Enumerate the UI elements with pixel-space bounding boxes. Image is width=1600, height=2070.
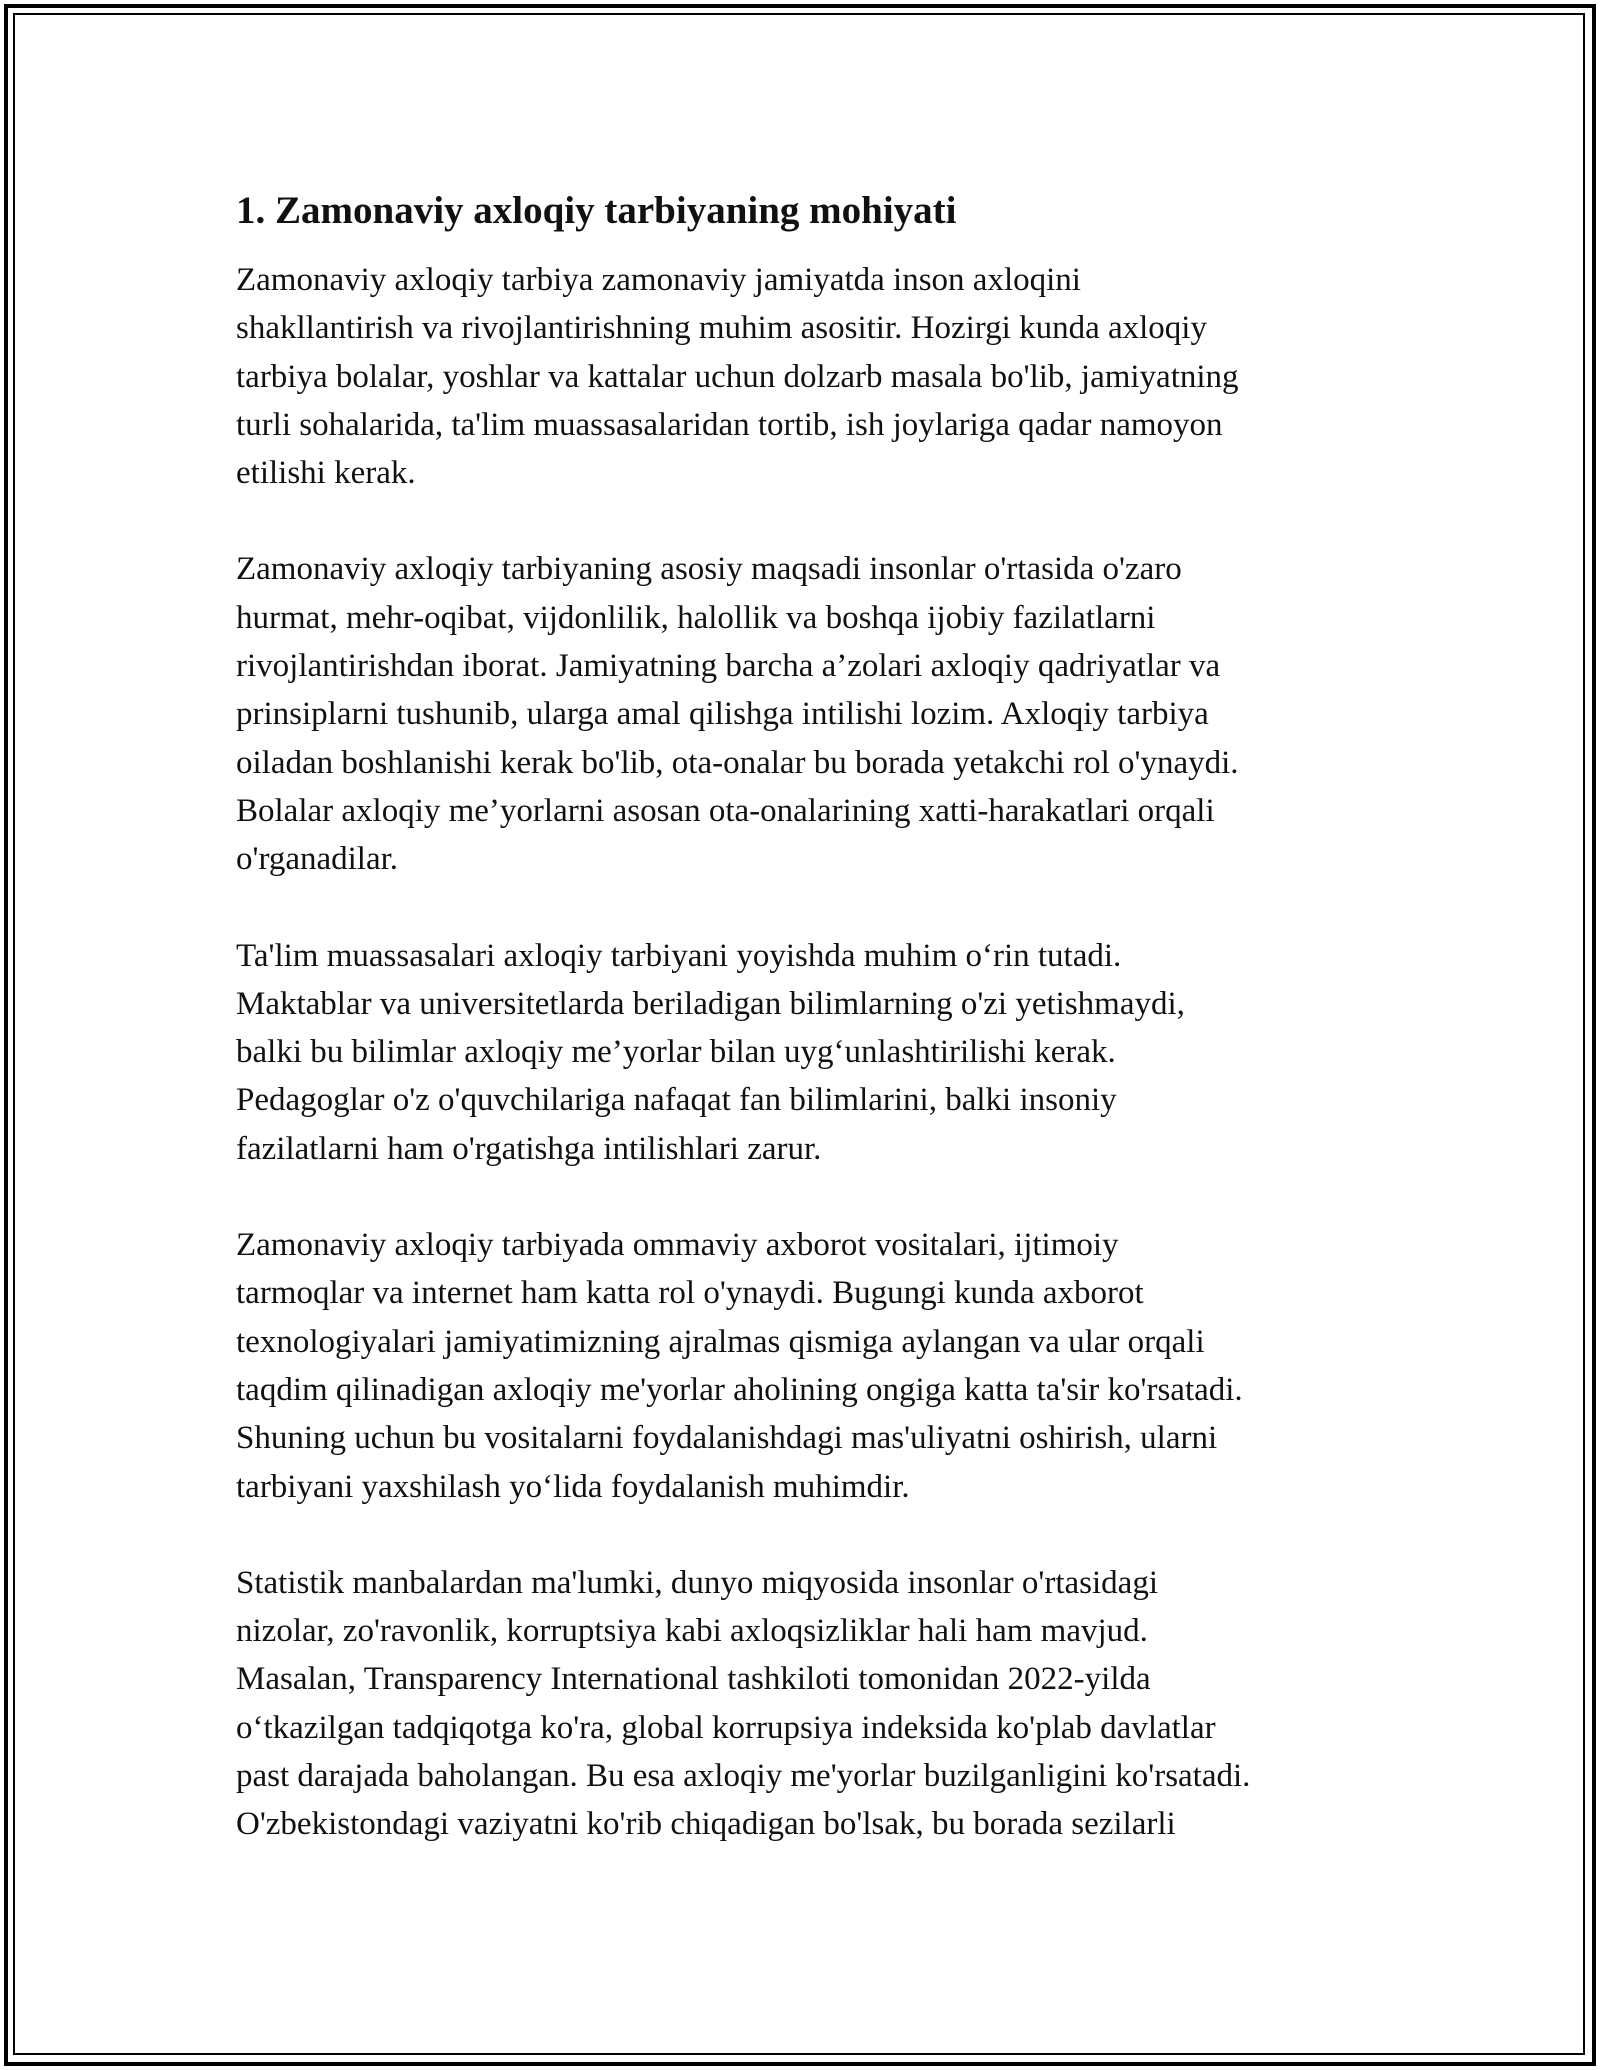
text-line: Bolalar axloqiy me’yorlarni asosan ota-onalarining xatti-harakatlari orqali [236,792,1215,829]
text-line: texnologiyalari jamiyatimizning ajralmas qismiga aylangan va ular orqali [236,1323,1205,1360]
text-line: hurmat, mehr-oqibat, vijdonlilik, halollik va boshqa ijobiy fazilatlarni [236,599,1156,636]
text-line: tarbiyani yaxshilash yo‘lida foydalanish muhimdir. [236,1468,910,1505]
text-line: Pedagoglar o'z o'quvchilariga nafaqat fan bilimlarini, balki insoniy [236,1082,1117,1119]
text-line: rivojlantirishdan iborat. Jamiyatning barcha a’zolari axloqiy qadriyatlar va [236,648,1221,685]
text-line: Zamonaviy axloqiy tarbiya zamonaviy jamiyatda inson axloqini [236,262,1081,298]
text-line: nizolar, zo'ravonlik, korruptsiya kabi axloqsizliklar hali ham mavjud. [236,1613,1148,1650]
text-line: tarmoqlar va internet ham katta rol o'ynaydi. Bugungi kunda axborot [236,1275,1144,1312]
section-heading: 1. Zamonaviy axloqiy tarbiyaning mohiyati [236,189,957,232]
text-line: past darajada baholangan. Bu esa axloqiy me'yorlar buzilganligini ko'rsatadi. [236,1758,1251,1795]
paragraph-4 [236,1221,1386,1511]
text-line: Zamonaviy axloqiy tarbiyada ommaviy axborot vositalari, ijtimoiy [236,1227,1119,1264]
text-line: Shuning uchun bu vositalarni foydalanishdagi mas'uliyatni oshirish, ularni [236,1420,1218,1457]
paragraph-3 [236,932,1386,1173]
text-line: o'rganadilar. [236,841,399,878]
text-line: Ta'lim muassasalari axloqiy tarbiyani yoyishda muhim o‘rin tutadi. [236,937,1122,974]
text-line: Zamonaviy axloqiy tarbiyaning asosiy maqsadi insonlar o'rtasida o'zaro [236,551,1182,588]
text-line: oiladan boshlanishi kerak bo'lib, ota-onalar bu borada yetakchi rol o'ynaydi. [236,744,1239,781]
text-line: Masalan, Transparency International tashkiloti tomonidan 2022-yilda [236,1661,1151,1698]
text-line: Statistik manbalardan ma'lumki, dunyo miqyosida insonlar o'rtasidagi [236,1564,1159,1601]
paragraph-2 [236,545,1386,883]
paragraph-5 [236,1559,1386,1849]
document-body [236,185,1386,1897]
text-line: o‘tkazilgan tadqiqotga ko'ra, global korrupsiya indeksida ko'plab davlatlar [236,1709,1216,1746]
text-line: turli sohalarida, ta'lim muassasalaridan tortib, ish joylariga qadar namoyon [236,406,1223,443]
text-line: prinsiplarni tushunib, ularga amal qilishga intilishi lozim. Axloqiy tarbiya [236,696,1209,733]
text-line: balki bu bilimlar axloqiy me’yorlar bilan uyg‘unlashtirilishi kerak. [236,1034,1116,1071]
paragraph-1 [236,256,1386,497]
text-line: etilishi kerak. [236,455,416,492]
text-line: fazilatlarni ham o'rgatishga intilishlari zarur. [236,1130,822,1167]
text-line: taqdim qilinadigan axloqiy me'yorlar aholining ongiga katta ta'sir ko'rsatadi. [236,1371,1243,1408]
text-line: O'zbekistondagi vaziyatni ko'rib chiqadigan bo'lsak, bu borada sezilarli [236,1806,1176,1843]
text-line: Maktablar va universitetlarda beriladigan bilimlarning o'zi yetishmaydi, [236,985,1185,1022]
text-line: shakllantirish va rivojlantirishning muhim asositir. Hozirgi kunda axloqiy [236,310,1207,347]
text-line: tarbiya bolalar, yoshlar va kattalar uchun dolzarb masala bo'lib, jamiyatning [236,358,1239,395]
